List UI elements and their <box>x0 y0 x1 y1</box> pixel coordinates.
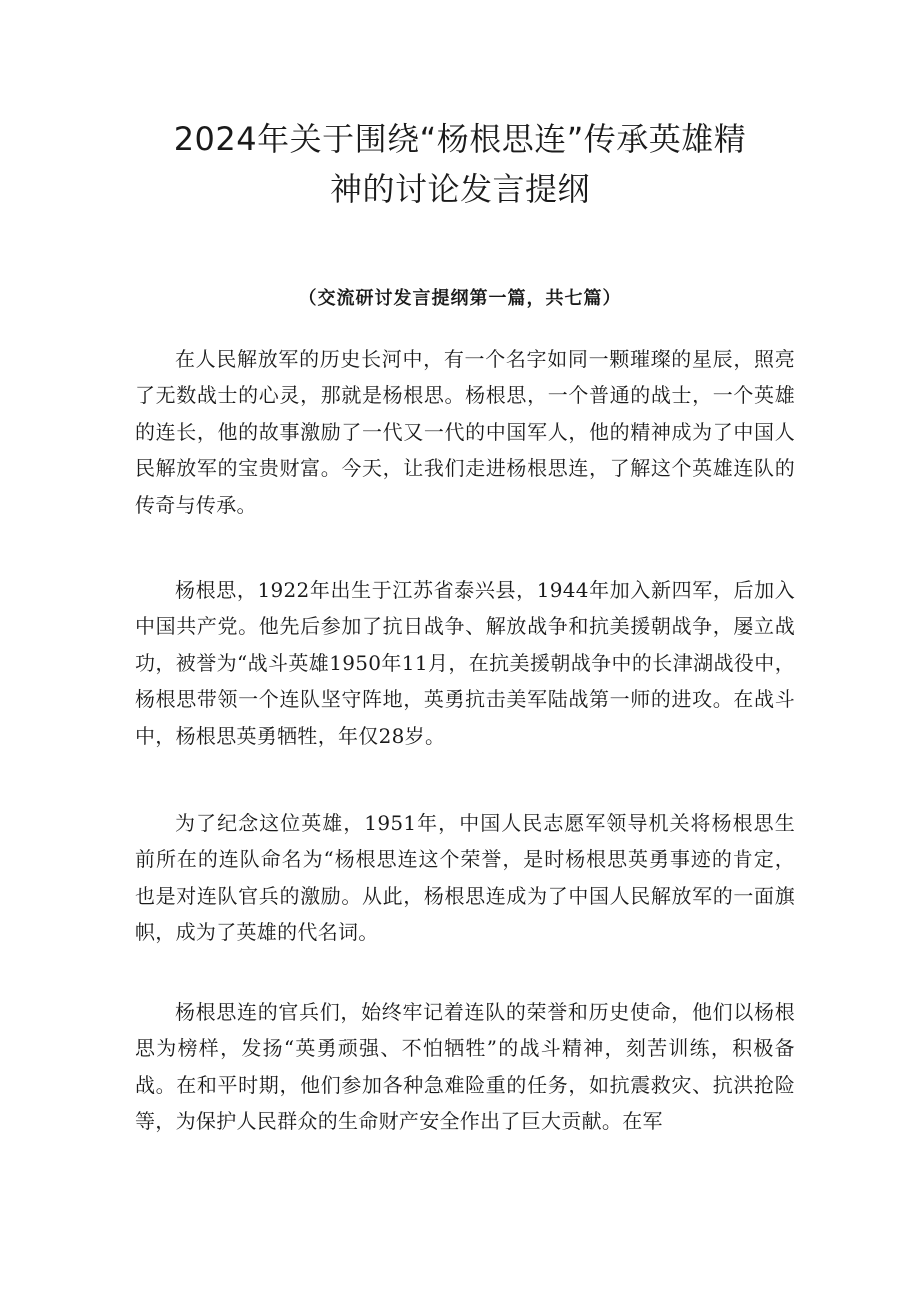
paragraph-legacy: 杨根思连的官兵们，始终牢记着连队的荣誉和历史使命，他们以杨根思为榜样，发扬“英勇顽强、不怕牺牲”的战斗精神，刻苦训练，积极备战。在和平时期，他们参加各种急难险重的任务，如抗震救灾、抗洪抢险等，为保护人民群众的生命财产安全作出了巨大贡献。在军 <box>135 1000 795 1134</box>
paragraph-honor: 为了纪念这位英雄，1951年，中国人民志愿军领导机关将杨根思生前所在的连队命名为“杨根思连这个荣誉，是时杨根思英勇事迹的肯定，也是对连队官兵的激励。从此，杨根思连成为了中国人民解放军的一面旗帜，成为了英雄的代名词。 <box>135 811 795 945</box>
title-line-1: 2024年关于围绕“杨根思连”传承英雄精 <box>173 120 747 158</box>
title-line-2: 神的讨论发言提纲 <box>329 170 590 208</box>
document-subtitle: （交流研讨发言提纲第一篇，共七篇） <box>298 288 622 309</box>
paragraph-biography: 杨根思，1922年出生于江苏省泰兴县，1944年加入新四军，后加入中国共产党。他先后参加了抗日战争、解放战争和抗美援朝战争，屡立战功，被誉为“战斗英雄1950年11月，在抗美援朝战争中的长津湖战役中，杨根思带领一个连队坚守阵地，英勇抗击美军陆战第一师的进攻。在战斗中，杨根思英勇牺牲，年仅28岁。 <box>135 578 795 748</box>
paragraph-intro: 在人民解放军的历史长河中，有一个名字如同一颗璀璨的星辰，照亮了无数战士的心灵，那就是杨根思。杨根思，一个普通的战士，一个英雄的连长，他的故事激励了一代又一代的中国军人，他的精神成为了中国人民解放军的宝贵财富。今天，让我们走进杨根思连，了解这个英雄连队的传奇与传承。 <box>135 347 795 517</box>
document-title <box>120 114 800 214</box>
